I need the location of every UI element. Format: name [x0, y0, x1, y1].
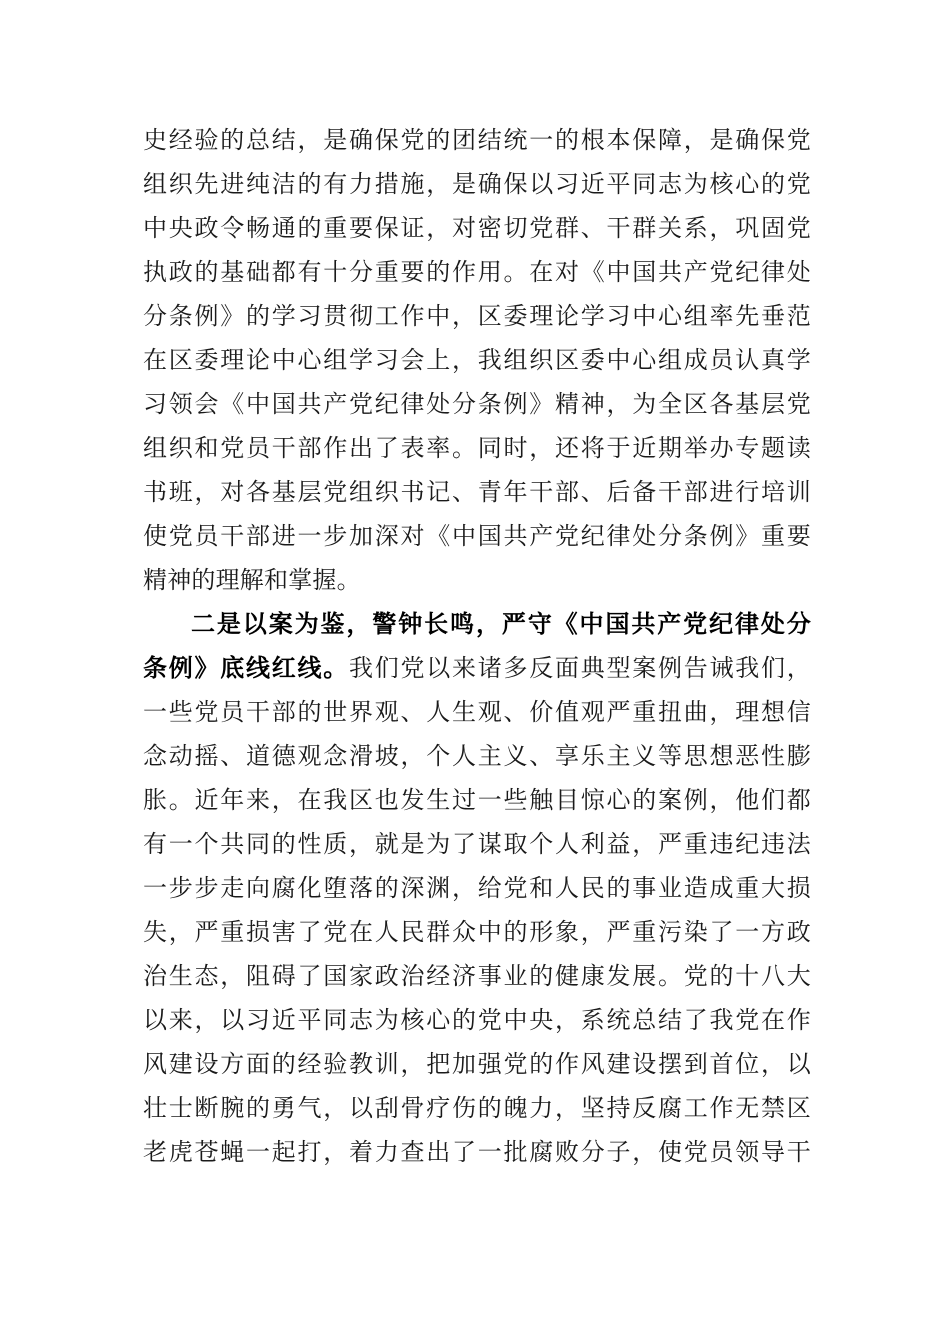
text-line: 风建设方面的经验教训，把加强党的作风建设摆到首位，以 [143, 1050, 811, 1078]
paragraph-1 [143, 118, 811, 602]
text-line: 中央政令畅通的重要保证，对密切党群、干群关系，巩固党 [143, 214, 811, 242]
text-line: 一些党员干部的世界观、人生观、价值观严重扭曲，理想信 [143, 698, 811, 726]
text-line: 分条例》的学习贯彻工作中，区委理论学习中心组率先垂范 [143, 302, 811, 330]
text-line [143, 646, 811, 690]
text-line: 习领会《中国共产党纪律处分条例》精神，为全区各基层党 [143, 390, 811, 418]
section-heading-line: 二是以案为鉴，警钟长鸣，严守《中国共产党纪律处分 [191, 609, 811, 638]
text-line: 组织先进纯洁的有力措施，是确保以习近平同志为核心的党 [143, 170, 811, 198]
text-line: 胀。近年来，在我区也发生过一些触目惊心的案例，他们都 [143, 786, 811, 814]
text-line: 书班，对各基层党组织书记、青年干部、后备干部进行培训 [143, 478, 811, 506]
body-text [143, 118, 811, 1174]
text-line: 以来，以习近平同志为核心的党中央，系统总结了我党在作 [143, 1006, 811, 1034]
text-span: 我们党以来诸多反面典型案例告诫我们， [349, 654, 811, 682]
paragraph-2 [143, 602, 811, 1174]
text-line: 治生态，阻碍了国家政治经济事业的健康发展。党的十八大 [143, 962, 811, 990]
text-line: 史经验的总结，是确保党的团结统一的根本保障，是确保党 [143, 126, 811, 154]
text-line: 老虎苍蝇一起打，着力查出了一批腐败分子，使党员领导干 [143, 1138, 811, 1166]
text-line: 组织和党员干部作出了表率。同时，还将于近期举办专题读 [143, 434, 811, 462]
text-line: 精神的理解和掌握。 [143, 566, 361, 594]
text-line: 有一个共同的性质，就是为了谋取个人利益，严重违纪违法 [143, 830, 811, 858]
text-line: 一步步走向腐化堕落的深渊，给党和人民的事业造成重大损 [143, 874, 811, 902]
text-line: 使党员干部进一步加深对《中国共产党纪律处分条例》重要 [143, 522, 811, 550]
text-line: 失，严重损害了党在人民群众中的形象，严重污染了一方政 [143, 918, 811, 946]
section-heading-end: 条例》底线红线。 [143, 653, 350, 682]
text-line: 壮士断腕的勇气，以刮骨疗伤的魄力，坚持反腐工作无禁区 [143, 1094, 811, 1122]
text-line: 在区委理论中心组学习会上，我组织区委中心组成员认真学 [143, 346, 811, 374]
text-line: 念动摇、道德观念滑坡，个人主义、享乐主义等思想恶性膨 [143, 742, 811, 770]
text-line: 执政的基础都有十分重要的作用。在对《中国共产党纪律处 [143, 258, 811, 286]
